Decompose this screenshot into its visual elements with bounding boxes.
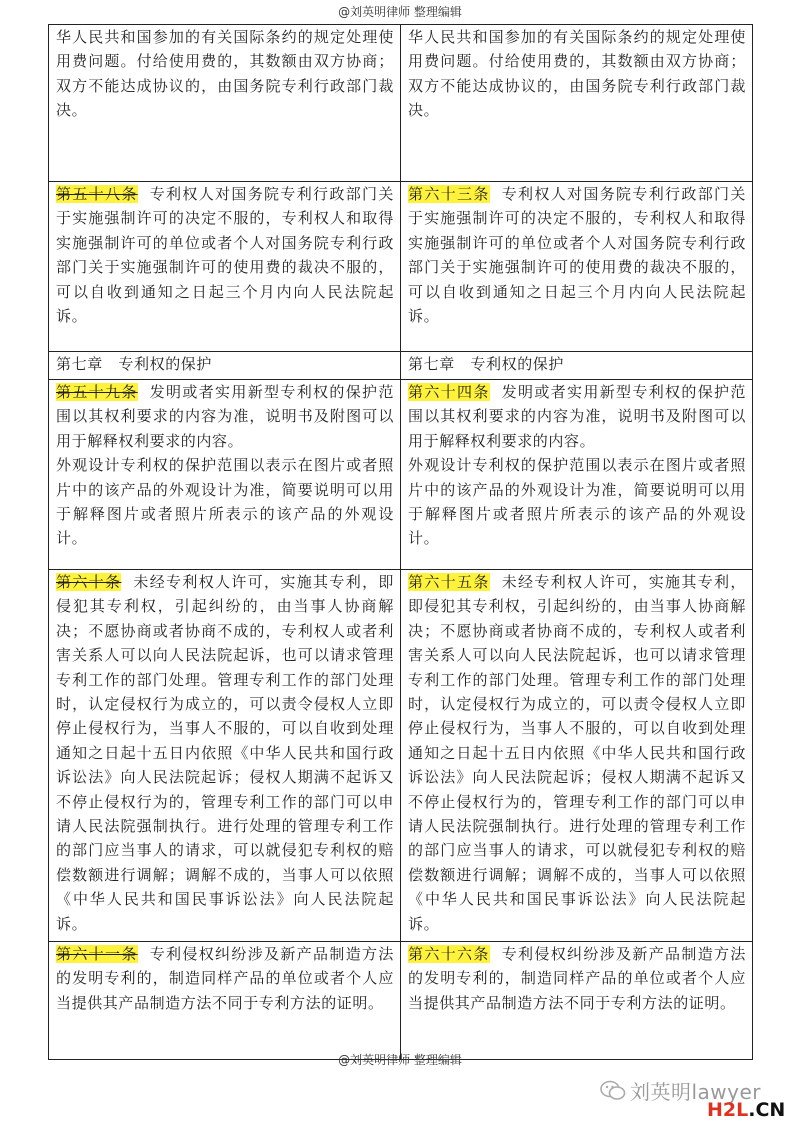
old-law-cell <box>49 942 401 1060</box>
comparison-table <box>48 24 753 1060</box>
clause-text: 外观设计专利权的保护范围以表示在图片或者照片中的该产品的外观设计为准，简要说明可以用于解释图片或者照片所表示的该产品的外观设计。 <box>408 456 746 548</box>
article-number-label: 第五十九条 <box>56 383 138 401</box>
page-footer: @刘英明律师 整理编辑 <box>338 1053 462 1067</box>
clause-text: 发明或者实用新型专利权的保护范围以其权利要求的内容为准，说明书及附图可以用于解释权利要求的内容。 <box>56 383 394 450</box>
wechat-icon <box>600 1080 626 1107</box>
site-logo: H2L.CN <box>707 1099 786 1121</box>
article-number-label: 第六十五条 <box>408 573 490 591</box>
clause-text: 未经专利权人许可，实施其专利，即侵犯其专利权，引起纠纷的，由当事人协商解决；不愿协商或者协商不成的，专利权人或者利害关系人可以向人民法院起诉，也可以请求管理专利工作的部门处理。管理专利工作的部门处理时，认定侵权行为成立的，可以责令侵权人立即停止侵权行为，当事人不服的，可以自收到处理通知之日起十五日内依照《中华人民共和国行政诉讼法》向人民法院起诉；侵权人期满不起诉又不停止侵权行为的，管理专利工作的部门可以申请人民法院强制执行。进行处理的管理专利工作的部门应当事人的请求，可以就侵犯专利权的赔偿数额进行调解；调解不成的，当事人可以依照《中华人民共和国民事诉讼法》向人民法院起诉。 <box>56 573 395 933</box>
article-number-label: 第六十一条 <box>56 945 138 963</box>
chapter-heading: 第七章 专利权的保护 <box>56 355 213 373</box>
page-header: @刘英明律师 整理编辑 <box>338 5 462 19</box>
new-law-cell <box>401 182 753 352</box>
article-number-label: 第六十四条 <box>408 383 490 401</box>
table-row <box>49 352 753 380</box>
table-row <box>49 25 753 182</box>
old-law-cell <box>49 380 401 570</box>
clause-text: 专利权人对国务院专利行政部门关于实施强制许可的决定不服的，专利权人和取得实施强制许可的单位或者个人对国务院专利行政部门关于实施强制许可的使用费的裁决不服的，可以自收到通知之日起三个月内向人民法院起诉。 <box>408 185 746 326</box>
clause-text: 专利侵权纠纷涉及新产品制造方法的发明专利的，制造同样产品的单位或者个人应当提供其产品制造方法不同于专利方法的证明。 <box>56 945 394 1012</box>
table-row <box>49 182 753 352</box>
new-law-cell <box>401 570 753 942</box>
clause-text: 未经专利权人许可，实施其专利，即侵犯其专利权，引起纠纷的，由当事人协商解决；不愿协商或者协商不成的，专利权人或者利害关系人可以向人民法院起诉，也可以请求管理专利工作的部门处理。管理专利工作的部门处理时，认定侵权行为成立的，可以责令侵权人立即停止侵权行为，当事人不服的，可以自收到处理通知之日起十五日内依照《中华人民共和国行政诉讼法》向人民法院起诉；侵权人期满不起诉又不停止侵权行为的，管理专利工作的部门可以申请人民法院强制执行。进行处理的管理专利工作的部门应当事人的请求，可以就侵犯专利权的赔偿数额进行调解；调解不成的，当事人可以依照《中华人民共和国民事诉讼法》向人民法院起诉。 <box>408 573 746 933</box>
article-number-label: 第六十六条 <box>408 945 490 963</box>
new-law-cell <box>401 25 753 182</box>
watermark-text: 刘英明lawyer <box>630 1080 762 1104</box>
table-row <box>49 380 753 570</box>
old-law-cell <box>49 182 401 352</box>
new-law-cell <box>401 352 753 380</box>
article-number-label: 第六十条 <box>56 573 122 591</box>
clause-text: 发明或者实用新型专利权的保护范围以其权利要求的内容为准，说明书及附图可以用于解释权利要求的内容。 <box>408 383 746 450</box>
clause-text: 华人民共和国参加的有关国际条约的规定处理使用费问题。付给使用费的，其数额由双方协商；双方不能达成协议的，由国务院专利行政部门裁决。 <box>408 28 746 120</box>
table-row <box>49 570 753 942</box>
clause-text: 专利权人对国务院专利行政部门关于实施强制许可的决定不服的，专利权人和取得实施强制许可的单位或者个人对国务院专利行政部门关于实施强制许可的使用费的裁决不服的，可以自收到通知之日起三个月内向人民法院起诉。 <box>56 185 394 326</box>
old-law-cell <box>49 570 401 942</box>
old-law-cell <box>49 352 401 380</box>
clause-text: 华人民共和国参加的有关国际条约的规定处理使用费问题。付给使用费的，其数额由双方协商；双方不能达成协议的，由国务院专利行政部门裁决。 <box>56 28 394 120</box>
clause-text: 外观设计专利权的保护范围以表示在图片或者照片中的该产品的外观设计为准，简要说明可以用于解释图片或者照片所表示的该产品的外观设计。 <box>56 456 394 548</box>
table-row <box>49 942 753 1060</box>
chapter-heading: 第七章 专利权的保护 <box>408 355 565 373</box>
article-number-label: 第五十八条 <box>56 185 138 203</box>
new-law-cell <box>401 942 753 1060</box>
article-number-label: 第六十三条 <box>408 185 490 203</box>
clause-text: 专利侵权纠纷涉及新产品制造方法的发明专利的，制造同样产品的单位或者个人应当提供其产品制造方法不同于专利方法的证明。 <box>408 945 746 1012</box>
old-law-cell <box>49 25 401 182</box>
new-law-cell <box>401 380 753 570</box>
